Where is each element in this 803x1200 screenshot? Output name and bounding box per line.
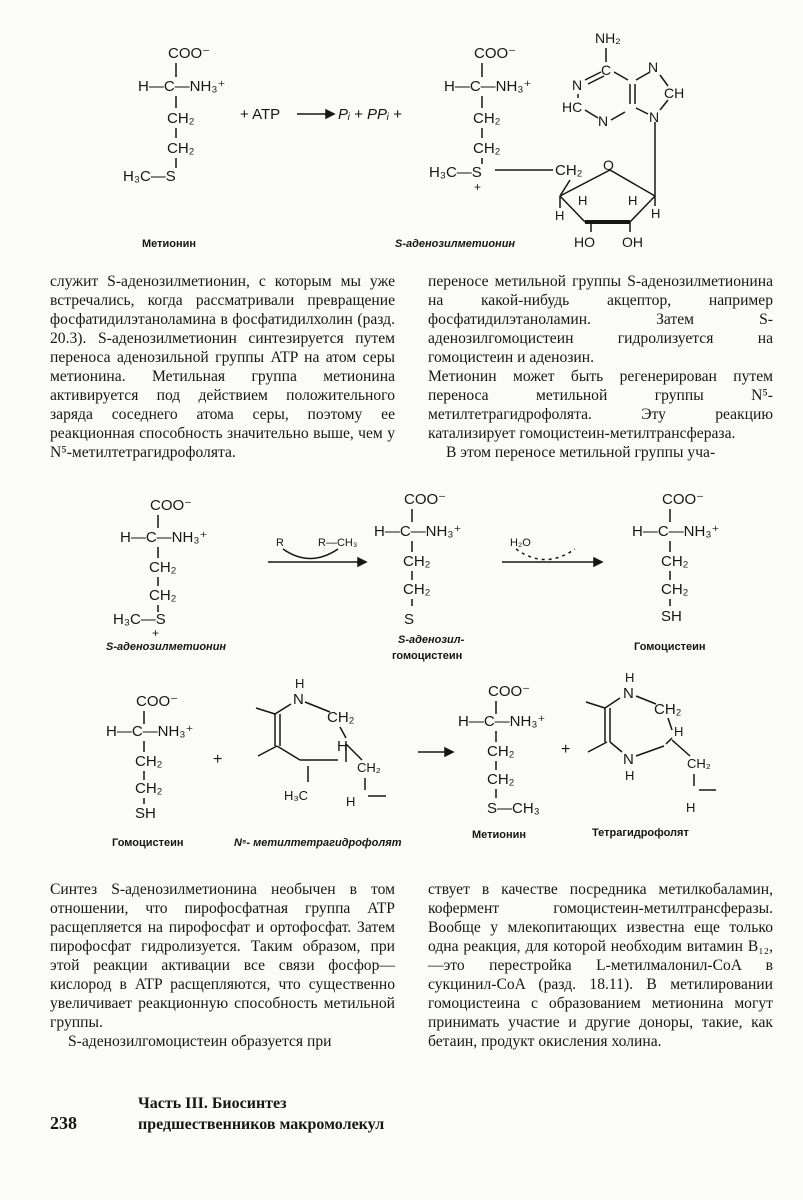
label-methionine: Метионин bbox=[142, 238, 197, 250]
svg-text:N⁵- метилтетрагидрофолят: N⁵- метилтетрагидрофолят bbox=[234, 837, 402, 849]
svg-text:N: N bbox=[598, 113, 609, 129]
svg-text:H: H bbox=[625, 670, 635, 685]
phosphate-products: Pᵢ + PPᵢ + bbox=[338, 106, 402, 123]
svg-text:R—CH₃: R—CH₃ bbox=[318, 537, 358, 549]
paragraph: S-аденозилгомоцистеин образуется при bbox=[68, 1033, 332, 1050]
svg-text:HC: HC bbox=[562, 99, 583, 115]
coo-group: COO⁻ bbox=[168, 45, 211, 62]
atp-reaction bbox=[240, 106, 402, 123]
alpha-carbon: H—C—NH₃⁺ bbox=[138, 78, 226, 95]
svg-text:+: + bbox=[474, 180, 482, 194]
n5-methyl-thf bbox=[234, 676, 402, 849]
svg-text:CH₂: CH₂ bbox=[135, 780, 163, 797]
svg-text:N: N bbox=[293, 691, 304, 708]
svg-text:+: + bbox=[152, 626, 160, 640]
label-sam: S-аденозилметионин bbox=[395, 238, 516, 250]
plus-sign: + bbox=[561, 741, 571, 758]
svg-text:O: O bbox=[603, 157, 614, 173]
svg-text:H: H bbox=[625, 768, 635, 783]
middle-sam bbox=[106, 497, 226, 653]
svg-text:CH₂: CH₂ bbox=[327, 709, 355, 726]
text-right-column-2 bbox=[428, 880, 773, 1051]
svg-text:N: N bbox=[572, 77, 583, 93]
svg-text:NH₂: NH₂ bbox=[595, 30, 621, 46]
svg-text:N: N bbox=[623, 685, 634, 702]
plus-sign: + bbox=[213, 751, 223, 768]
svg-text:N: N bbox=[649, 109, 660, 125]
svg-text:Гомоцистеин: Гомоцистеин bbox=[634, 641, 706, 653]
middle-homocysteine bbox=[632, 491, 719, 653]
svg-text:Метионин: Метионин bbox=[472, 829, 527, 841]
footer-line: предшественников макромолекул bbox=[138, 1116, 385, 1133]
svg-text:S: S bbox=[404, 611, 415, 628]
svg-text:H₃C—S: H₃C—S bbox=[113, 611, 166, 628]
middle-sah bbox=[374, 491, 465, 662]
svg-text:H: H bbox=[295, 676, 305, 691]
svg-text:H—C—NH₃⁺: H—C—NH₃⁺ bbox=[120, 529, 208, 546]
svg-text:H: H bbox=[674, 724, 684, 739]
svg-text:COO⁻: COO⁻ bbox=[150, 497, 193, 514]
svg-text:CH₂: CH₂ bbox=[357, 760, 381, 775]
svg-text:CH₂: CH₂ bbox=[403, 553, 431, 570]
text-right-column-1 bbox=[428, 272, 773, 462]
paragraph: Метионин может быть регенерирован путем переноса метильной группы N⁵-метилтетрагидрофолята. Эту реакцию катализирует гомоцистеин-метилтрансфераза. bbox=[428, 368, 773, 442]
svg-text:S-аденозил-: S-аденозил- bbox=[398, 634, 465, 646]
svg-text:H—C—NH₃⁺: H—C—NH₃⁺ bbox=[632, 523, 720, 540]
svg-text:H: H bbox=[346, 794, 356, 809]
svg-text:COO⁻: COO⁻ bbox=[474, 45, 517, 62]
svg-text:SH: SH bbox=[661, 608, 682, 625]
methionine-structure bbox=[123, 45, 225, 250]
svg-text:CH₂: CH₂ bbox=[149, 587, 177, 604]
svg-text:CH₂: CH₂ bbox=[403, 581, 431, 598]
paragraph: В этом переносе метильной группы уча- bbox=[446, 444, 716, 461]
svg-text:H: H bbox=[651, 206, 661, 221]
methyl-transfer-arrow-bottom bbox=[418, 748, 453, 756]
svg-text:R: R bbox=[276, 537, 284, 549]
bottom-methionine bbox=[458, 683, 545, 841]
svg-text:H: H bbox=[578, 193, 588, 208]
ch2-group: CH₂ bbox=[167, 110, 195, 127]
paragraph: служит S-аденозилметионин, с которым мы уже встречались, когда рассматривали превращение фосфатидилэтаноламина в фосфатидилхолин (разд. 20.3). S-аденозилметионин синтезируется путем переноса аденозильной группы ATP на атом серы метионина. Метильная группа метионина активируется под действием положительного заряда соседнего атома серы, поэтому ее реакционная способность значительно выше, чем у N⁵-метилтетрагидрофолята. bbox=[50, 273, 395, 461]
svg-text:CH₂: CH₂ bbox=[687, 756, 711, 771]
svg-text:H₃C—S: H₃C—S bbox=[429, 164, 482, 181]
svg-text:CH₂: CH₂ bbox=[661, 581, 689, 598]
svg-text:H₃C: H₃C bbox=[284, 788, 309, 803]
svg-text:OH: OH bbox=[622, 234, 643, 250]
svg-text:H₂O: H₂O bbox=[510, 537, 531, 549]
svg-text:H: H bbox=[555, 208, 565, 223]
svg-text:CH₂: CH₂ bbox=[135, 753, 163, 770]
text-left-column-1 bbox=[50, 272, 395, 462]
svg-text:H—C—NH₃⁺: H—C—NH₃⁺ bbox=[374, 523, 462, 540]
svg-text:COO⁻: COO⁻ bbox=[488, 683, 531, 700]
svg-text:CH₂: CH₂ bbox=[487, 771, 515, 788]
page-number: 238 bbox=[50, 1113, 77, 1133]
tetrahydrofolate bbox=[586, 670, 716, 839]
paragraph: Синтез S-аденозилметионина необычен в том отношении, что пирофосфатная группа ATP расщепляется на пирофосфат и ортофосфат. Затем пирофосфат гидролизуется. Таким образом, при этой реакции активации все связи фосфор—кислород в ATP расщепляются, что существенно увеличивает реакционную способность метильной группы. bbox=[50, 881, 395, 1031]
text-left-column-2 bbox=[50, 880, 395, 1051]
svg-text:CH₂: CH₂ bbox=[487, 743, 515, 760]
svg-text:H: H bbox=[628, 193, 638, 208]
running-footer bbox=[138, 1093, 384, 1135]
svg-text:COO⁻: COO⁻ bbox=[662, 491, 705, 508]
ch2-group: CH₂ bbox=[167, 140, 195, 157]
svg-text:N: N bbox=[623, 751, 634, 768]
svg-text:COO⁻: COO⁻ bbox=[404, 491, 447, 508]
plus-atp: + ATP bbox=[240, 106, 281, 123]
svg-text:S—CH₃: S—CH₃ bbox=[487, 800, 540, 817]
adenine-structure bbox=[562, 30, 684, 129]
svg-text:гомоцистеин: гомоцистеин bbox=[392, 650, 463, 662]
bottom-homocysteine bbox=[106, 693, 193, 849]
svg-text:Гомоцистеин: Гомоцистеин bbox=[112, 837, 184, 849]
svg-text:H—C—NH₃⁺: H—C—NH₃⁺ bbox=[458, 713, 546, 730]
svg-text:H: H bbox=[337, 738, 348, 755]
svg-text:CH₂: CH₂ bbox=[654, 701, 682, 718]
sch3-group: H₃C—S bbox=[123, 168, 176, 185]
svg-text:CH₂: CH₂ bbox=[661, 553, 689, 570]
svg-text:CH: CH bbox=[664, 85, 685, 101]
svg-text:H—C—NH₃⁺: H—C—NH₃⁺ bbox=[106, 723, 194, 740]
svg-text:CH₂: CH₂ bbox=[473, 140, 501, 157]
svg-text:C: C bbox=[601, 62, 612, 78]
hydrolysis-arrow bbox=[502, 537, 602, 566]
svg-text:HO: HO bbox=[574, 234, 595, 250]
svg-text:Тетрагидрофолят: Тетрагидрофолят bbox=[592, 827, 689, 839]
svg-text:COO⁻: COO⁻ bbox=[136, 693, 179, 710]
paragraph: ствует в качестве посредника метилкобаламин, кофермент гомоцистеин-метилтрансферазы. Вообще у млекопитающих известна еще только одна реакция, для которой необходим витамин B₁₂,—это перестройка L-метилмалонил-CoA в сукцинил-CoA (разд. 18.11). В метилировании гомоцистеина с образованием метионина могут принимать участие и другие доноры, такие, как бетаин, продукт окисления холина. bbox=[428, 881, 773, 1050]
svg-text:H—C—NH₃⁺: H—C—NH₃⁺ bbox=[444, 78, 532, 95]
footer-line: Часть III. Биосинтез bbox=[138, 1095, 287, 1112]
svg-text:H: H bbox=[686, 800, 696, 815]
svg-text:N: N bbox=[648, 59, 659, 75]
svg-text:S-аденозилметионин: S-аденозилметионин bbox=[106, 641, 227, 653]
svg-text:CH₂: CH₂ bbox=[149, 559, 177, 576]
svg-text:CH₂: CH₂ bbox=[555, 162, 583, 179]
methyl-transfer-arrow bbox=[268, 537, 366, 566]
svg-text:CH₂: CH₂ bbox=[473, 110, 501, 127]
paragraph: переносе метильной группы S-аденозилметионина на какой-нибудь акцептор, например фосфатидилэтаноламин. Затем S-аденозилгомоцистеин гидролизуется на гомоцистеин и аденозин. bbox=[428, 273, 773, 366]
svg-text:SH: SH bbox=[135, 805, 156, 822]
